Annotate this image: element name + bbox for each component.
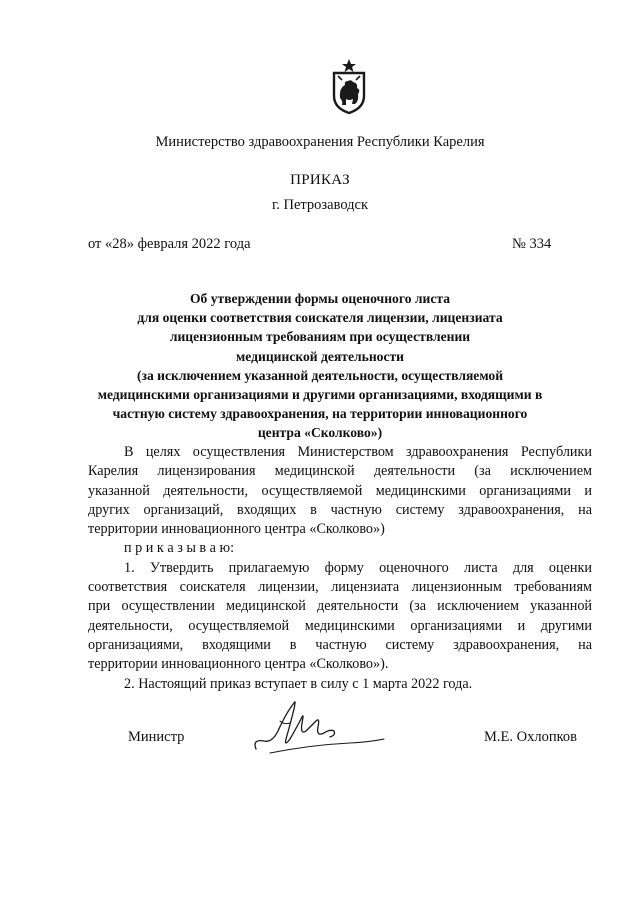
title-line: Об утверждении формы оценочного листа bbox=[189, 291, 451, 306]
item-2: 2. Настоящий приказ вступает в силу с 1 марта 2022 года. bbox=[124, 675, 473, 692]
title-line: (за исключением указанной деятельности, осуществляемой bbox=[136, 367, 504, 383]
handwritten-signature-icon bbox=[250, 695, 388, 761]
title-line: лицензионным требованиям при осуществлении bbox=[169, 329, 471, 345]
signatory-role: Министр bbox=[128, 729, 185, 745]
item-1-line: территории инновационного центра «Сколково»). bbox=[88, 656, 389, 673]
title-line: для оценки соответствия соискателя лицензии, лицензиата bbox=[137, 310, 503, 326]
preamble-line: указанной деятельности, осуществляемой медицинскими организациями и bbox=[88, 482, 592, 499]
ministry-name: Министерство здравоохранения Республики Карелия bbox=[155, 134, 485, 150]
signatory-name: М.Е. Охлопков bbox=[484, 729, 577, 745]
order-title bbox=[80, 289, 560, 443]
order-date: от «28» февраля 2022 года bbox=[88, 236, 251, 252]
title-line: центра «Сколково») bbox=[257, 425, 383, 441]
item-1-line: организациями, входящими в частную систему здравоохранения, на bbox=[88, 636, 592, 653]
title-line: частную систему здравоохранения, на территории инновационного bbox=[112, 406, 528, 422]
city: г. Петрозаводск bbox=[271, 197, 369, 213]
bear-coat-of-arms-icon bbox=[331, 58, 367, 114]
title-line: медицинской деятельности bbox=[236, 348, 404, 364]
preamble-line: территории инновационного центра «Сколково») bbox=[88, 521, 385, 538]
document-type: ПРИКАЗ bbox=[290, 172, 350, 188]
item-1-line: при осуществлении медицинской деятельности (за исключением указанной bbox=[88, 598, 592, 615]
order-body bbox=[88, 443, 592, 694]
preamble-line: Карелия лицензирования медицинской деятельности (за исключением bbox=[88, 463, 592, 480]
preamble-line: других организаций, входящих в частную систему здравоохранения, на bbox=[88, 501, 592, 518]
item-1-line: соответствия соискателя лицензии, лицензиата лицензионным требованиям bbox=[88, 579, 592, 596]
preamble-line: В целях осуществления Министерством здравоохранения Республики bbox=[124, 444, 592, 460]
order-number: № 334 bbox=[512, 236, 552, 252]
item-1-line: 1. Утвердить прилагаемую форму оценочного листа для оценки bbox=[124, 559, 592, 576]
title-line: медицинскими организациями и другими организациями, входящими в bbox=[97, 387, 543, 403]
order-word: п р и к а з ы в а ю: bbox=[124, 540, 235, 557]
item-1-line: деятельности, осуществляемой медицинскими организациями и другими bbox=[88, 617, 592, 634]
